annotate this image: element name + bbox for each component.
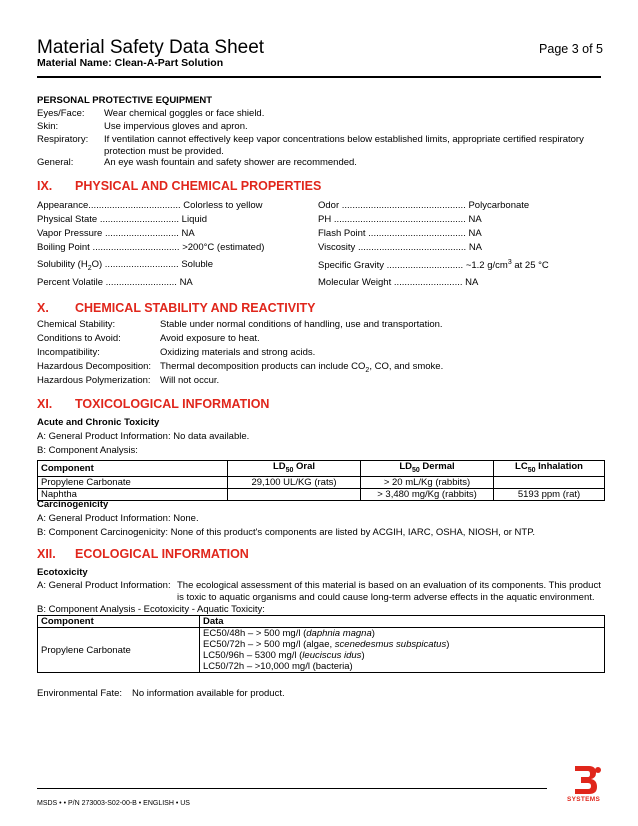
property-viscosity: Viscosity ......................................... NA xyxy=(318,242,483,253)
section-xi-heading xyxy=(37,397,269,411)
stability-label: Incompatibility: xyxy=(37,347,100,358)
section-title: PHYSICAL AND CHEMICAL PROPERTIES xyxy=(75,179,322,193)
table-cell: Propylene Carbonate xyxy=(38,476,228,488)
col-component: Component xyxy=(38,461,228,477)
ppe-text: An eye wash fountain and safety shower are recommended. xyxy=(104,157,357,168)
section-title: CHEMICAL STABILITY AND REACTIVITY xyxy=(75,301,316,315)
ecotoxicity-table xyxy=(37,615,605,673)
ppe-text: If ventilation cannot effectively keep vapor concentrations below established limits, appropriate certified respiratory protection must be provided. xyxy=(104,134,584,157)
section-number: IX. xyxy=(37,179,53,193)
stability-text: Oxidizing materials and strong acids. xyxy=(160,347,316,358)
property-specific-gravity: Specific Gravity ............................. ~1.2 $g/cm^3$ at 25 °C xyxy=(318,259,549,272)
environmental-fate-label: Environmental Fate: xyxy=(37,688,123,699)
section-ix-heading xyxy=(37,179,321,193)
table-cell: > 3,480 mg/Kg (rabbits) xyxy=(361,488,494,500)
carcinogenicity-heading: Carcinogenicity xyxy=(37,499,109,510)
property-appearance: Appearance................................... Colorless to yellow xyxy=(37,200,263,211)
table-cell: 5193 ppm (rat) xyxy=(494,488,605,500)
table-header-row xyxy=(38,616,605,628)
eco-data-line: LC50/72h – >10,000 mg/l (bacteria) xyxy=(203,661,353,672)
stability-label: Hazardous Decomposition: xyxy=(37,361,152,372)
ppe-row xyxy=(0,134,638,158)
document-title: Material Safety Data Sheet xyxy=(37,37,265,58)
component-analysis-label: B: Component Analysis: xyxy=(37,445,138,456)
property-boiling-point: Boiling Point ................................. >200°C (estimated) xyxy=(37,242,265,253)
ppe-heading: PERSONAL PROTECTIVE EQUIPMENT xyxy=(37,95,213,106)
table-cell xyxy=(200,628,605,673)
table-row xyxy=(38,476,605,488)
col-data: Data xyxy=(200,616,605,628)
stability-label: Conditions to Avoid: xyxy=(37,333,121,344)
ppe-row xyxy=(0,157,638,169)
property-molecular-weight: Molecular Weight .......................... NA xyxy=(318,277,479,288)
section-number: XI. xyxy=(37,397,53,411)
page-number: Page 3 of 5 xyxy=(539,42,603,56)
eco-general-label: A: General Product Information: xyxy=(37,580,171,591)
col-lc50-inhalation: $LC_{50}$ Inhalation xyxy=(494,461,605,477)
stability-label: Hazardous Polymerization: xyxy=(37,375,151,386)
carcinogenicity-general: A: General Product Information: None. xyxy=(37,513,199,524)
table-cell: Propylene Carbonate xyxy=(38,628,200,673)
section-x-heading xyxy=(37,301,316,315)
ppe-label: Skin: xyxy=(37,121,59,132)
header-divider xyxy=(37,76,601,78)
table-row xyxy=(38,488,605,500)
carcinogenicity-component: B: Component Carcinogenicity: None of this product's components are listed by ACGIH, IARC, OSHA, NIOSH, or NTP. xyxy=(37,527,535,538)
eco-component-label: B: Component Analysis - Ecotoxicity - Aquatic Toxicity: xyxy=(37,604,265,615)
ppe-text: Wear chemical goggles or face shield. xyxy=(104,108,265,119)
ecotoxicity-heading: Ecotoxicity xyxy=(37,567,88,578)
property-solubility: Solubility $(H_2O)$ ............................ Soluble xyxy=(37,259,214,272)
toxicity-table xyxy=(37,460,605,501)
eco-data-line: LC50/96h – 5300 mg/l (leuciscus idus) xyxy=(203,650,365,661)
stability-text: Stable under normal conditions of handling, use and transportation. xyxy=(160,319,443,330)
section-number: XII. xyxy=(37,547,56,561)
table-row xyxy=(38,628,605,673)
acute-toxicity-heading: Acute and Chronic Toxicity xyxy=(37,417,160,428)
section-title: TOXICOLOGICAL INFORMATION xyxy=(75,397,270,411)
section-title: ECOLOGICAL INFORMATION xyxy=(75,547,249,561)
environmental-fate-text: No information available for product. xyxy=(132,688,285,699)
footer-text: MSDS • • P/N 273003-S02-00-B • ENGLISH • US xyxy=(37,800,190,807)
property-physical-state: Physical State .............................. Liquid xyxy=(37,214,208,225)
eco-data-line: EC50/72h – > 500 mg/l (algae, scenedesmus subspicatus) xyxy=(203,639,450,650)
table-header-row xyxy=(38,461,605,477)
ppe-label: General: xyxy=(37,157,74,168)
col-ld50-dermal: $LD_{50}$ Dermal xyxy=(361,461,494,477)
property-percent-volatile: Percent Volatile ........................... NA xyxy=(37,277,193,288)
table-cell: > 20 mL/Kg (rabbits) xyxy=(361,476,494,488)
property-vapor-pressure: Vapor Pressure ............................ NA xyxy=(37,228,195,239)
general-product-info: A: General Product Information: No data available. xyxy=(37,431,250,442)
eco-data-line: EC50/48h – > 500 mg/l (daphnia magna) xyxy=(203,628,375,639)
material-name: Material Name: Clean-A-Part Solution xyxy=(37,57,224,69)
property-odor: Odor ............................................... Polycarbonate xyxy=(318,200,530,211)
stability-label: Chemical Stability: xyxy=(37,319,116,330)
property-flash-point: Flash Point ..................................... NA xyxy=(318,228,482,239)
ppe-label: Eyes/Face: xyxy=(37,108,85,119)
table-cell: 29,100 UL/KG (rats) xyxy=(228,476,361,488)
table-cell xyxy=(228,488,361,500)
section-xii-heading xyxy=(37,547,249,561)
stability-text: Will not occur. xyxy=(160,375,220,386)
stability-text: Thermal decomposition products can include $CO_2$, CO, and smoke. xyxy=(160,361,444,374)
ppe-row xyxy=(0,108,638,120)
ppe-label: Respiratory: xyxy=(37,134,89,145)
section-number: X. xyxy=(37,301,49,315)
table-cell xyxy=(494,476,605,488)
property-ph: PH .................................................. NA xyxy=(318,214,482,225)
table-cell: Naphtha xyxy=(38,488,228,500)
ppe-text: Use impervious gloves and apron. xyxy=(104,121,248,132)
logo-text: SYSTEMS xyxy=(567,796,601,803)
3d-systems-logo xyxy=(565,762,605,806)
ppe-row xyxy=(0,121,638,133)
footer-divider xyxy=(37,788,547,789)
stability-text: Avoid exposure to heat. xyxy=(160,333,260,344)
col-ld50-oral: $LD_{50}$ Oral xyxy=(228,461,361,477)
col-component: Component xyxy=(38,616,200,628)
eco-general-text: The ecological assessment of this material is based on an evaluation of its components. This product is toxic to aquatic organisms and could cause long-term adverse effects in the aquatic environment. xyxy=(177,580,601,603)
